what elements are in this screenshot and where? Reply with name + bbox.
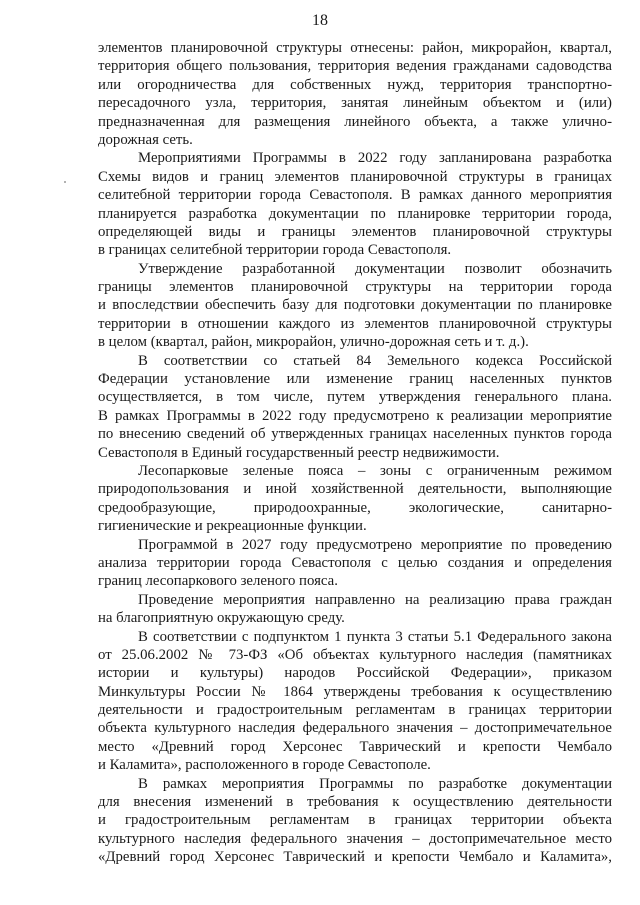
page-number: 18 xyxy=(312,12,328,29)
text-line: средообразующие, природоохранные, экологические, санитарно- xyxy=(98,499,612,516)
text-line: В рамках Программы в 2022 году предусмотрено к реализации мероприятие xyxy=(98,407,612,424)
text-line: селитебной территории города Севастополя. В рамках данного мероприятия xyxy=(98,187,612,204)
text-line: Минкультуры России № 1864 утверждены требования к осуществлению xyxy=(98,683,612,700)
scan-speck xyxy=(64,181,66,183)
text-line: анализа территории города Севастополя с целью создания и определения xyxy=(98,554,612,571)
text-line: и градостроительным регламентам в границах территории объекта xyxy=(98,812,612,829)
text-line: планируется разработка документации по планировке территории города, xyxy=(98,205,612,222)
text-line: пересадочного узла, территория, занятая линейным объектом и (или) xyxy=(98,95,612,112)
text-line: Программой в 2027 году предусмотрено мероприятие по проведению xyxy=(138,536,612,553)
text-line: территория общего пользования, территория ведения гражданами садоводства xyxy=(98,58,612,75)
text-line: осуществляется, в том числе, путем утверждения генерального плана. xyxy=(98,389,612,406)
text-line: в целом (квартал, район, микрорайон, улично-дорожная сеть и т. д.). xyxy=(98,334,529,351)
text-line: по внесению сведений об утвержденных границах населенных пунктов города xyxy=(98,426,612,443)
text-line: место «Древний город Херсонес Таврический и крепости Чембало xyxy=(98,738,612,755)
text-line: территории в отношении каждого из элементов планировочной структуры xyxy=(98,315,612,332)
text-line: определяющей виды и границы элементов планировочной структуры xyxy=(98,223,612,240)
text-line: в границах селитебной территории города Севастополя. xyxy=(98,242,452,259)
text-line: границ лесопаркового зеленого пояса. xyxy=(98,573,338,590)
text-line: деятельности и градостроительным регламентам в границах территории xyxy=(98,702,612,719)
text-line: природопользования и иной хозяйственной деятельности, выполняющие xyxy=(98,481,612,498)
text-line: гигиенические и рекреационные функции. xyxy=(98,518,367,535)
text-line: «Древний город Херсонес Таврический и крепости Чембало и Каламита», xyxy=(98,849,612,866)
text-line: В соответствии со статьей 84 Земельного кодекса Российской xyxy=(138,352,612,369)
text-line: или огородничества для собственных нужд, территория транспортно- xyxy=(98,76,612,93)
text-line: на благоприятную окружающую среду. xyxy=(98,610,345,627)
text-line: Севастополя в Единый государственный реестр недвижимости. xyxy=(98,444,500,461)
document-body xyxy=(98,39,612,867)
text-line: истории и культуры) народов Российской Федерации», приказом xyxy=(98,665,612,682)
text-line: для внесения изменений в требования к осуществлению деятельности xyxy=(98,794,612,811)
text-line: предназначенная для размещения линейного объекта, а также улично- xyxy=(98,113,612,130)
text-line: Федерации установление или изменение границ населенных пунктов xyxy=(98,371,612,388)
text-line: от 25.06.2002 № 73-ФЗ «Об объектах культурного наследия (памятниках xyxy=(98,646,612,663)
text-line: и впоследствии обеспечить базу для подготовки документации по планировке xyxy=(98,297,612,314)
text-line: Проведение мероприятия направленно на реализацию права граждан xyxy=(138,591,612,608)
text-line: Схемы видов и границ элементов планировочной структуры в границах xyxy=(98,168,612,185)
text-line: Мероприятиями Программы в 2022 году запланирована разработка xyxy=(138,150,612,167)
text-line: культурного наследия федерального значения – достопримечательное место xyxy=(98,830,612,847)
text-line: Лесопарковые зеленые пояса – зоны с ограниченным режимом xyxy=(138,462,612,479)
text-line: элементов планировочной структуры отнесены: район, микрорайон, квартал, xyxy=(98,40,612,56)
text-line: объекта культурного наследия федерального значения – достопримечательное xyxy=(98,720,612,737)
text-line: дорожная сеть. xyxy=(98,131,193,148)
text-line: Утверждение разработанной документации позволит обозначить xyxy=(138,260,612,277)
text-line: и Каламита», расположенного в городе Севастополе. xyxy=(98,757,431,774)
text-line: В соответствии с подпунктом 1 пункта 3 статьи 5.1 Федерального закона xyxy=(138,628,612,645)
text-line: В рамках мероприятия Программы по разработке документации xyxy=(138,775,612,792)
text-line: границы элементов планировочной структуры на территории города xyxy=(98,279,612,296)
